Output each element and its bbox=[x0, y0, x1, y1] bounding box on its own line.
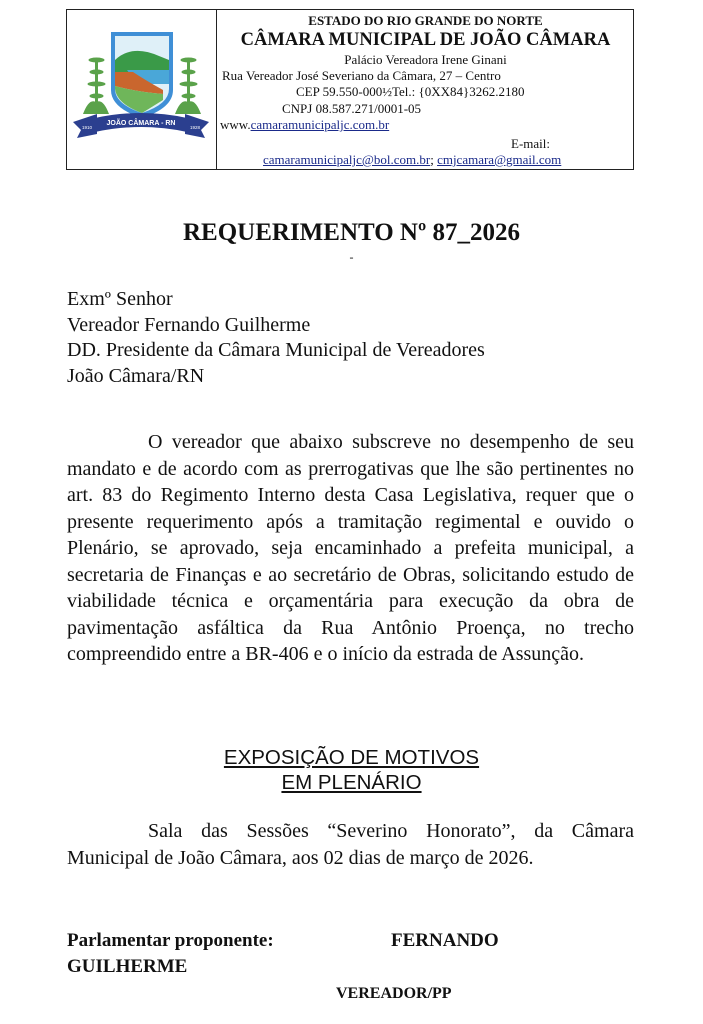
cnpj: CNPJ 08.587.271/0001-05 bbox=[282, 101, 422, 116]
website-link[interactable]: camaramunicipaljc.com.br bbox=[250, 117, 390, 132]
email-separator: ; bbox=[430, 152, 438, 167]
email-line bbox=[263, 152, 561, 167]
closing-paragraph: Sala das Sessões “Severino Honorato”, da Câmara Municipal de João Câmara, aos 02 dias de março de 2026. bbox=[67, 820, 634, 869]
left-plant-icon bbox=[83, 58, 109, 115]
right-plant-icon bbox=[175, 58, 201, 115]
year-left: 1910 bbox=[81, 125, 93, 130]
signature-label: Parlamentar proponente: bbox=[67, 930, 274, 951]
letterhead-info bbox=[218, 10, 633, 169]
addressee-block bbox=[67, 287, 485, 389]
banner-ribbon bbox=[73, 113, 209, 138]
institution-name: CÂMARA MUNICIPAL DE JOÃO CÂMARA bbox=[240, 30, 611, 50]
section-heading-line2: EM PLENÁRIO bbox=[281, 771, 422, 794]
email-link-bol[interactable]: camaramunicipaljc@bol.com.br bbox=[263, 152, 431, 167]
email-link-gmail[interactable]: cmjcamara@gmail.com bbox=[437, 152, 562, 167]
document-title: REQUERIMENTO Nº 87_2026 bbox=[183, 219, 520, 246]
signature-first-name: FERNANDO bbox=[391, 930, 499, 951]
address: Rua Vereador José Severiano da Câmara, 27 – Centro bbox=[222, 68, 501, 83]
shield-icon bbox=[111, 32, 173, 118]
addressee-line: DD. Presidente da Câmara Municipal de Vereadores bbox=[67, 339, 485, 361]
signature-role: VEREADOR/PP bbox=[336, 985, 452, 1002]
www-prefix: www. bbox=[220, 117, 251, 132]
website-line bbox=[220, 117, 389, 132]
email-label: E-mail: bbox=[511, 136, 550, 151]
municipal-coat-of-arms-logo bbox=[67, 10, 215, 169]
section-heading-line1: EXPOSIÇÃO DE MOTIVOS bbox=[223, 746, 480, 769]
letterhead bbox=[66, 9, 634, 170]
year-right: 1928 bbox=[189, 125, 201, 130]
state-name: ESTADO DO RIO GRANDE DO NORTE bbox=[308, 13, 543, 28]
addressee-line: João Câmara/RN bbox=[67, 364, 205, 387]
addressee-line: Vereador Fernando Guilherme bbox=[67, 313, 311, 336]
banner-text: JOÃO CÂMARA - RN bbox=[106, 120, 176, 127]
signature-last-name: GUILHERME bbox=[67, 956, 188, 977]
addressee-line: Exmº Senhor bbox=[67, 288, 173, 310]
section-heading bbox=[0, 745, 703, 795]
title-dash: - bbox=[349, 250, 354, 264]
palace-name: Palácio Vereadora Irene Ginani bbox=[344, 52, 507, 67]
logo-cell bbox=[67, 10, 217, 169]
cep-phone: CEP 59.550-000½Tel.: {0XX84}3262.2180 bbox=[296, 84, 525, 99]
request-body: O vereador que abaixo subscreve no desempenho de seu mandato e de acordo com as prerrogativas que lhe são pertinentes no art. 83 do Regimento Interno desta Casa Legislativa, requer que o presente requerimento após a tramitação regimental e ouvido o Plenário, se aprovado, seja encaminhado a prefeita municipal, a secretaria de Finanças e ao secretário de Obras, solicitando estudo de viabilidade técnica e orçamentária para execução da obra de pavimentação asfáltica da Rua Antônio Proença, no trecho compreendido entre a BR-406 e o início da estrada de Assunção. bbox=[67, 431, 634, 665]
